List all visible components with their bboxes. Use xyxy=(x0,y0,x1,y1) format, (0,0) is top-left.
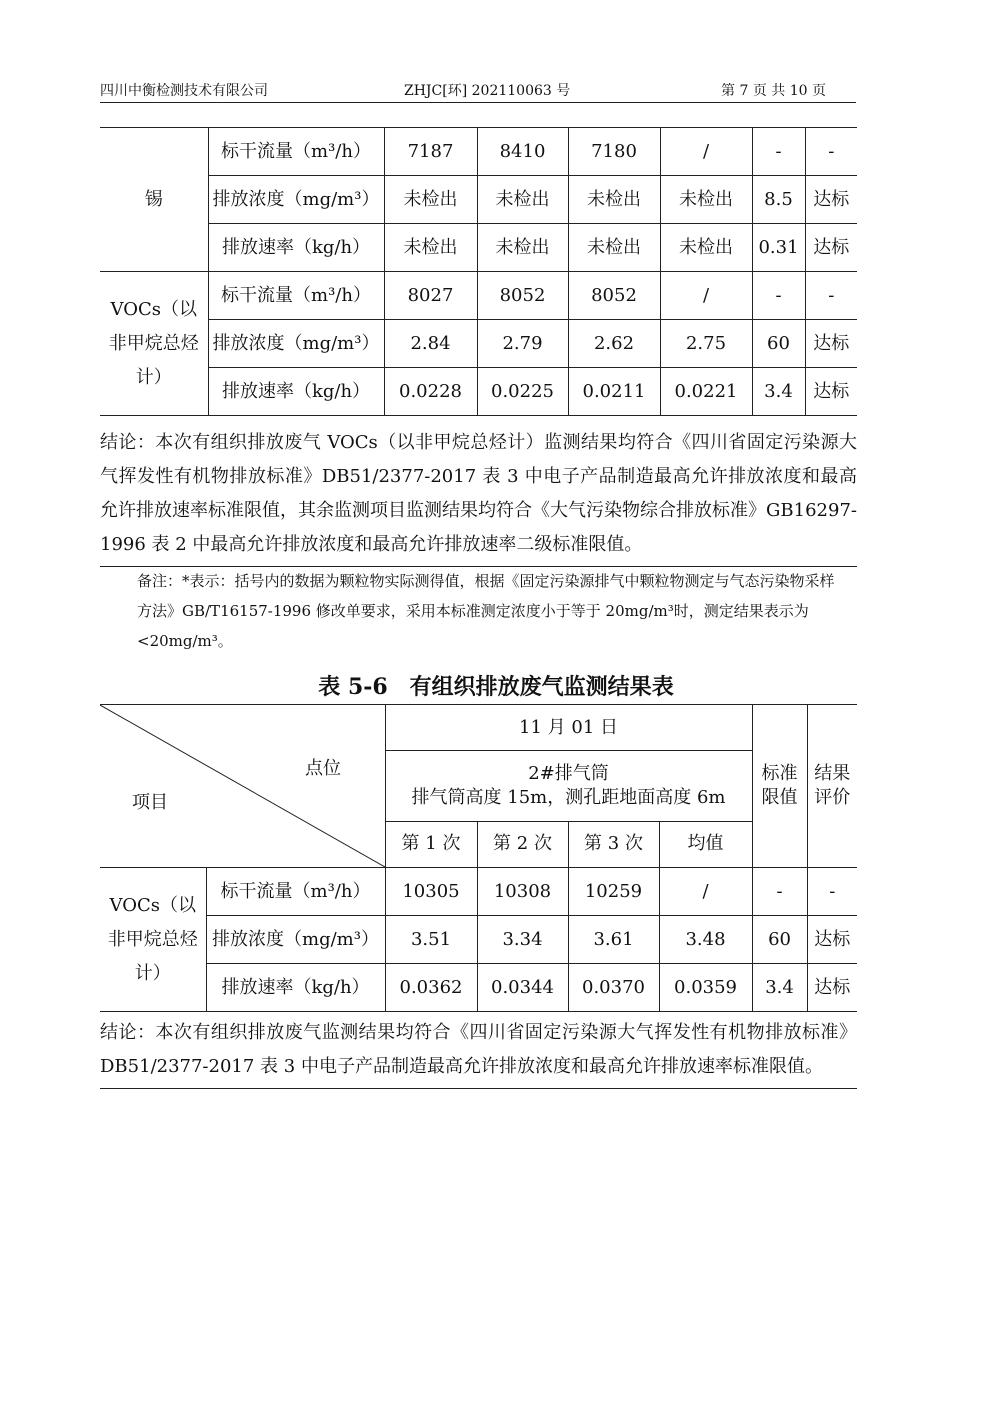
eval-header: 结果评价 xyxy=(807,705,857,868)
limit-cell: 60 xyxy=(752,916,807,964)
limit-cell: - xyxy=(752,128,805,176)
company-name: 四川中衡检测技术有限公司 xyxy=(100,83,268,99)
average-cell: 0.0359 xyxy=(659,964,752,1012)
value-cell: 未检出 xyxy=(568,224,660,272)
results-table-5-6 xyxy=(100,704,857,1012)
value-cell: 7187 xyxy=(384,128,477,176)
report-number: ZHJC[环] 202110063 号 xyxy=(404,83,571,99)
outlet-name: 2#排气筒 xyxy=(528,762,609,784)
item-label: 项目 xyxy=(132,792,168,813)
table-title: 表 5-6 有组织排放废气监测结果表 xyxy=(318,674,674,700)
run-2-header: 第 2 次 xyxy=(477,821,568,867)
eval-cell: 达标 xyxy=(807,916,857,964)
value-cell: 未检出 xyxy=(384,176,477,224)
group-name: VOCs（以非甲烷总烃计） xyxy=(100,868,206,1012)
eval-cell: 达标 xyxy=(805,224,857,272)
param-cell: 排放速率（kg/h） xyxy=(208,224,384,272)
value-cell: 0.0370 xyxy=(568,964,659,1012)
page-header xyxy=(100,78,856,103)
value-cell: 2.79 xyxy=(477,320,568,368)
eval-cell: - xyxy=(805,128,857,176)
limit-header: 标准限值 xyxy=(752,705,807,868)
average-cell: 0.0221 xyxy=(660,368,752,416)
value-cell: 7180 xyxy=(568,128,660,176)
outlet-description: 排气筒高度 15m，测孔距地面高度 6m xyxy=(411,786,726,808)
average-cell: 3.48 xyxy=(659,916,752,964)
value-cell: 0.0228 xyxy=(384,368,477,416)
value-cell: 2.62 xyxy=(568,320,660,368)
remark-note: 备注：*表示：括号内的数据为颗粒物实际测得值，根据《固定污染源排气中颗粒物测定与气态污染物采样方法》GB/T16157-1996 修改单要求，采用本标准测定浓度小于等于 20mg/m³时，测定结果表示为<20mg/m³。 xyxy=(137,572,835,650)
param-cell: 标干流量（m³/h） xyxy=(208,128,384,176)
value-cell: 3.51 xyxy=(385,916,477,964)
value-cell: 0.0225 xyxy=(477,368,568,416)
outlet-cell xyxy=(385,751,752,821)
eval-cell: - xyxy=(805,272,857,320)
param-cell: 标干流量（m³/h） xyxy=(208,272,384,320)
value-cell: 未检出 xyxy=(384,224,477,272)
diagonal-line xyxy=(100,705,385,867)
limit-cell: - xyxy=(752,868,807,916)
value-cell: 0.0362 xyxy=(385,964,477,1012)
average-cell: 未检出 xyxy=(660,176,752,224)
average-cell: / xyxy=(660,272,752,320)
average-cell: / xyxy=(660,128,752,176)
limit-cell: 0.31 xyxy=(752,224,805,272)
conclusion-1: 结论：本次有组织排放废气 VOCs（以非甲烷总烃计）监测结果均符合《四川省固定污染源大气挥发性有机物排放标准》DB51/2377-2017 表 3 中电子产品制造最高允许排放浓度和最高允许排放速率标准限值，其余监测项目监测结果均符合《大气污染物综合排放标准》GB16297-1996 表 2 中最高允许排放浓度和最高允许排放速率二级标准限值。 xyxy=(100,426,857,567)
run-3-header: 第 3 次 xyxy=(568,821,659,867)
param-cell: 排放浓度（mg/m³） xyxy=(208,320,384,368)
value-cell: 8027 xyxy=(384,272,477,320)
eval-cell: 达标 xyxy=(807,964,857,1012)
average-cell: / xyxy=(659,868,752,916)
value-cell: 10259 xyxy=(568,868,659,916)
average-header: 均值 xyxy=(659,821,752,867)
limit-cell: 60 xyxy=(752,320,805,368)
value-cell: 0.0211 xyxy=(568,368,660,416)
param-cell: 排放浓度（mg/m³） xyxy=(208,176,384,224)
point-label: 点位 xyxy=(305,758,341,779)
limit-cell: 3.4 xyxy=(752,368,805,416)
average-cell: 未检出 xyxy=(660,224,752,272)
date-cell: 11 月 01 日 xyxy=(385,705,752,751)
param-cell: 标干流量（m³/h） xyxy=(206,868,385,916)
conclusion-2: 结论：本次有组织排放废气监测结果均符合《四川省固定污染源大气挥发性有机物排放标准》DB51/2377-2017 表 3 中电子产品制造最高允许排放浓度和最高允许排放速率标准限值。 xyxy=(100,1016,857,1089)
page-number: 第 7 页 共 10 页 xyxy=(721,83,826,99)
value-cell: 3.34 xyxy=(477,916,568,964)
limit-cell: 3.4 xyxy=(752,964,807,1012)
limit-cell: - xyxy=(752,272,805,320)
group-name: VOCs（以非甲烷总烃计） xyxy=(100,272,208,416)
param-cell: 排放浓度（mg/m³） xyxy=(206,916,385,964)
param-cell: 排放速率（kg/h） xyxy=(208,368,384,416)
average-cell: 2.75 xyxy=(660,320,752,368)
value-cell: 10305 xyxy=(385,868,477,916)
value-cell: 8052 xyxy=(568,272,660,320)
eval-cell: 达标 xyxy=(805,176,857,224)
limit-cell: 8.5 xyxy=(752,176,805,224)
value-cell: 8410 xyxy=(477,128,568,176)
value-cell: 未检出 xyxy=(477,176,568,224)
value-cell: 8052 xyxy=(477,272,568,320)
run-1-header: 第 1 次 xyxy=(385,821,477,867)
param-cell: 排放速率（kg/h） xyxy=(206,964,385,1012)
value-cell: 2.84 xyxy=(384,320,477,368)
diagonal-header-cell xyxy=(100,705,385,868)
value-cell: 未检出 xyxy=(568,176,660,224)
value-cell: 3.61 xyxy=(568,916,659,964)
value-cell: 10308 xyxy=(477,868,568,916)
group-name: 锡 xyxy=(100,128,208,272)
results-table-continued xyxy=(100,127,857,416)
eval-cell: 达标 xyxy=(805,320,857,368)
value-cell: 0.0344 xyxy=(477,964,568,1012)
eval-cell: - xyxy=(807,868,857,916)
value-cell: 未检出 xyxy=(477,224,568,272)
eval-cell: 达标 xyxy=(805,368,857,416)
